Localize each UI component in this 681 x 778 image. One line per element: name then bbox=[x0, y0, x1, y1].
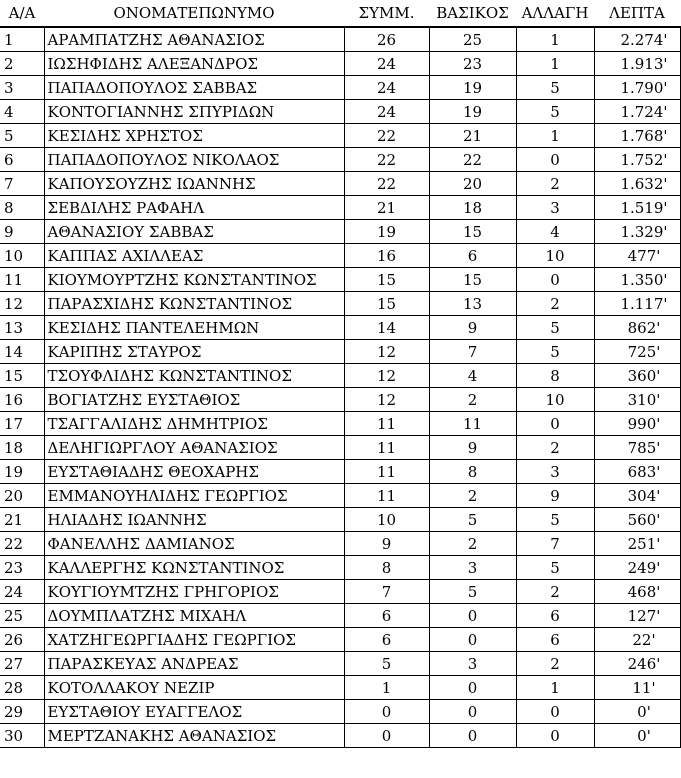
cell-minutes: 11' bbox=[594, 676, 680, 700]
cell-name: ΒΟΓΙΑΤΖΗΣ ΕΥΣΤΑΘΙΟΣ bbox=[44, 388, 344, 412]
table-row bbox=[0, 364, 680, 388]
cell-aa: 21 bbox=[0, 508, 44, 532]
cell-minutes: 246' bbox=[594, 652, 680, 676]
cell-name: ΚΟΝΤΟΓΙΑΝΝΗΣ ΣΠΥΡΙΔΩΝ bbox=[44, 100, 344, 124]
cell-minutes: 725' bbox=[594, 340, 680, 364]
cell-substitute: 3 bbox=[516, 196, 594, 220]
table-row bbox=[0, 316, 680, 340]
header-aa: Α/Α bbox=[0, 0, 44, 27]
cell-substitute: 10 bbox=[516, 388, 594, 412]
cell-starter: 0 bbox=[429, 724, 516, 748]
cell-minutes: 304' bbox=[594, 484, 680, 508]
cell-aa: 5 bbox=[0, 124, 44, 148]
cell-appearances: 11 bbox=[344, 412, 429, 436]
table-row bbox=[0, 484, 680, 508]
table-row bbox=[0, 604, 680, 628]
cell-name: ΚΕΣΙΔΗΣ ΠΑΝΤΕΛΕΗΜΩΝ bbox=[44, 316, 344, 340]
table-row bbox=[0, 340, 680, 364]
cell-appearances: 24 bbox=[344, 76, 429, 100]
cell-substitute: 0 bbox=[516, 148, 594, 172]
cell-aa: 11 bbox=[0, 268, 44, 292]
cell-aa: 4 bbox=[0, 100, 44, 124]
cell-minutes: 1.724' bbox=[594, 100, 680, 124]
cell-appearances: 11 bbox=[344, 484, 429, 508]
cell-aa: 26 bbox=[0, 628, 44, 652]
header-appearances: ΣΥΜΜ. bbox=[344, 0, 429, 27]
cell-minutes: 1.329' bbox=[594, 220, 680, 244]
cell-name: ΠΑΡΑΣΚΕΥΑΣ ΑΝΔΡΕΑΣ bbox=[44, 652, 344, 676]
cell-starter: 21 bbox=[429, 124, 516, 148]
cell-name: ΑΘΑΝΑΣΙΟΥ ΣΑΒΒΑΣ bbox=[44, 220, 344, 244]
cell-name: ΤΣΑΓΓΑΛΙΔΗΣ ΔΗΜΗΤΡΙΟΣ bbox=[44, 412, 344, 436]
cell-name: ΚΑΡΙΠΗΣ ΣΤΑΥΡΟΣ bbox=[44, 340, 344, 364]
table-row bbox=[0, 652, 680, 676]
cell-starter: 11 bbox=[429, 412, 516, 436]
cell-starter: 3 bbox=[429, 652, 516, 676]
cell-substitute: 0 bbox=[516, 700, 594, 724]
cell-substitute: 3 bbox=[516, 460, 594, 484]
cell-substitute: 2 bbox=[516, 652, 594, 676]
cell-minutes: 1.350' bbox=[594, 268, 680, 292]
table-row bbox=[0, 124, 680, 148]
cell-name: ΚΑΛΛΕΡΓΗΣ ΚΩΝΣΤΑΝΤΙΝΟΣ bbox=[44, 556, 344, 580]
cell-starter: 2 bbox=[429, 532, 516, 556]
cell-substitute: 6 bbox=[516, 604, 594, 628]
cell-name: ΚΟΥΓΙΟΥΜΤΖΗΣ ΓΡΗΓΟΡΙΟΣ bbox=[44, 580, 344, 604]
cell-starter: 5 bbox=[429, 508, 516, 532]
cell-appearances: 0 bbox=[344, 724, 429, 748]
cell-substitute: 2 bbox=[516, 580, 594, 604]
cell-substitute: 5 bbox=[516, 340, 594, 364]
cell-aa: 17 bbox=[0, 412, 44, 436]
cell-starter: 3 bbox=[429, 556, 516, 580]
table-row bbox=[0, 27, 680, 52]
cell-aa: 8 bbox=[0, 196, 44, 220]
cell-substitute: 1 bbox=[516, 27, 594, 52]
cell-starter: 2 bbox=[429, 484, 516, 508]
cell-name: ΗΛΙΑΔΗΣ ΙΩΑΝΝΗΣ bbox=[44, 508, 344, 532]
cell-aa: 2 bbox=[0, 52, 44, 76]
cell-name: ΔΕΛΗΓΙΩΡΓΛΟΥ ΑΘΑΝΑΣΙΟΣ bbox=[44, 436, 344, 460]
cell-starter: 4 bbox=[429, 364, 516, 388]
table-row bbox=[0, 556, 680, 580]
cell-appearances: 24 bbox=[344, 52, 429, 76]
cell-starter: 0 bbox=[429, 604, 516, 628]
cell-starter: 22 bbox=[429, 148, 516, 172]
cell-aa: 27 bbox=[0, 652, 44, 676]
cell-appearances: 22 bbox=[344, 148, 429, 172]
cell-appearances: 26 bbox=[344, 27, 429, 52]
cell-minutes: 683' bbox=[594, 460, 680, 484]
cell-appearances: 19 bbox=[344, 220, 429, 244]
cell-minutes: 1.913' bbox=[594, 52, 680, 76]
table-row bbox=[0, 532, 680, 556]
cell-minutes: 2.274' bbox=[594, 27, 680, 52]
cell-minutes: 468' bbox=[594, 580, 680, 604]
cell-name: ΠΑΠΑΔΟΠΟΥΛΟΣ ΣΑΒΒΑΣ bbox=[44, 76, 344, 100]
cell-starter: 18 bbox=[429, 196, 516, 220]
table-row bbox=[0, 196, 680, 220]
cell-name: ΚΙΟΥΜΟΥΡΤΖΗΣ ΚΩΝΣΤΑΝΤΙΝΟΣ bbox=[44, 268, 344, 292]
cell-aa: 16 bbox=[0, 388, 44, 412]
table-row bbox=[0, 628, 680, 652]
cell-starter: 9 bbox=[429, 436, 516, 460]
cell-substitute: 9 bbox=[516, 484, 594, 508]
cell-substitute: 5 bbox=[516, 76, 594, 100]
cell-name: ΙΩΣΗΦΙΔΗΣ ΑΛΕΞΑΝΔΡΟΣ bbox=[44, 52, 344, 76]
cell-starter: 8 bbox=[429, 460, 516, 484]
cell-minutes: 0' bbox=[594, 700, 680, 724]
table-row bbox=[0, 460, 680, 484]
cell-appearances: 6 bbox=[344, 628, 429, 652]
table-body bbox=[0, 27, 680, 748]
cell-aa: 18 bbox=[0, 436, 44, 460]
cell-minutes: 1.117' bbox=[594, 292, 680, 316]
cell-minutes: 0' bbox=[594, 724, 680, 748]
cell-starter: 7 bbox=[429, 340, 516, 364]
table-row bbox=[0, 700, 680, 724]
cell-substitute: 2 bbox=[516, 436, 594, 460]
cell-starter: 0 bbox=[429, 676, 516, 700]
cell-appearances: 15 bbox=[344, 292, 429, 316]
table-row bbox=[0, 172, 680, 196]
cell-minutes: 1.768' bbox=[594, 124, 680, 148]
cell-aa: 30 bbox=[0, 724, 44, 748]
table-row bbox=[0, 220, 680, 244]
cell-appearances: 11 bbox=[344, 460, 429, 484]
cell-substitute: 0 bbox=[516, 268, 594, 292]
table-row bbox=[0, 580, 680, 604]
cell-minutes: 477' bbox=[594, 244, 680, 268]
cell-minutes: 360' bbox=[594, 364, 680, 388]
table-row bbox=[0, 292, 680, 316]
cell-appearances: 15 bbox=[344, 268, 429, 292]
cell-minutes: 990' bbox=[594, 412, 680, 436]
cell-starter: 20 bbox=[429, 172, 516, 196]
cell-minutes: 560' bbox=[594, 508, 680, 532]
cell-minutes: 1.752' bbox=[594, 148, 680, 172]
cell-substitute: 0 bbox=[516, 724, 594, 748]
cell-name: ΕΜΜΑΝΟΥΗΛΙΔΗΣ ΓΕΩΡΓΙΟΣ bbox=[44, 484, 344, 508]
cell-substitute: 5 bbox=[516, 316, 594, 340]
cell-substitute: 0 bbox=[516, 412, 594, 436]
cell-aa: 14 bbox=[0, 340, 44, 364]
cell-aa: 25 bbox=[0, 604, 44, 628]
cell-name: ΣΕΒΔΙΛΗΣ ΡΑΦΑΗΛ bbox=[44, 196, 344, 220]
cell-name: ΚΟΤΟΛΛΑΚΟΥ ΝΕΖΙΡ bbox=[44, 676, 344, 700]
cell-minutes: 127' bbox=[594, 604, 680, 628]
cell-minutes: 862' bbox=[594, 316, 680, 340]
cell-substitute: 2 bbox=[516, 292, 594, 316]
table-row bbox=[0, 508, 680, 532]
cell-name: ΚΑΠΟΥΣΟΥΖΗΣ ΙΩΑΝΝΗΣ bbox=[44, 172, 344, 196]
cell-name: ΑΡΑΜΠΑΤΖΗΣ ΑΘΑΝΑΣΙΟΣ bbox=[44, 27, 344, 52]
cell-appearances: 8 bbox=[344, 556, 429, 580]
cell-appearances: 11 bbox=[344, 436, 429, 460]
cell-starter: 15 bbox=[429, 268, 516, 292]
cell-aa: 9 bbox=[0, 220, 44, 244]
cell-starter: 0 bbox=[429, 700, 516, 724]
cell-minutes: 22' bbox=[594, 628, 680, 652]
cell-appearances: 5 bbox=[344, 652, 429, 676]
cell-substitute: 5 bbox=[516, 556, 594, 580]
cell-appearances: 12 bbox=[344, 388, 429, 412]
table-row bbox=[0, 148, 680, 172]
cell-aa: 23 bbox=[0, 556, 44, 580]
cell-appearances: 6 bbox=[344, 604, 429, 628]
cell-aa: 1 bbox=[0, 27, 44, 52]
cell-name: ΦΑΝΕΛΛΗΣ ΔΑΜΙΑΝΟΣ bbox=[44, 532, 344, 556]
cell-aa: 20 bbox=[0, 484, 44, 508]
cell-starter: 23 bbox=[429, 52, 516, 76]
cell-appearances: 7 bbox=[344, 580, 429, 604]
cell-minutes: 1.519' bbox=[594, 196, 680, 220]
cell-minutes: 1.632' bbox=[594, 172, 680, 196]
table-row bbox=[0, 244, 680, 268]
cell-aa: 13 bbox=[0, 316, 44, 340]
cell-minutes: 310' bbox=[594, 388, 680, 412]
cell-aa: 29 bbox=[0, 700, 44, 724]
cell-substitute: 1 bbox=[516, 676, 594, 700]
header-row bbox=[0, 0, 680, 27]
cell-name: ΠΑΡΑΣΧΙΔΗΣ ΚΩΝΣΤΑΝΤΙΝΟΣ bbox=[44, 292, 344, 316]
cell-minutes: 785' bbox=[594, 436, 680, 460]
cell-starter: 2 bbox=[429, 388, 516, 412]
cell-starter: 19 bbox=[429, 76, 516, 100]
cell-substitute: 1 bbox=[516, 52, 594, 76]
cell-appearances: 9 bbox=[344, 532, 429, 556]
cell-appearances: 12 bbox=[344, 364, 429, 388]
cell-appearances: 24 bbox=[344, 100, 429, 124]
cell-appearances: 22 bbox=[344, 172, 429, 196]
cell-appearances: 14 bbox=[344, 316, 429, 340]
cell-appearances: 16 bbox=[344, 244, 429, 268]
cell-minutes: 249' bbox=[594, 556, 680, 580]
cell-aa: 6 bbox=[0, 148, 44, 172]
cell-starter: 25 bbox=[429, 27, 516, 52]
table-row bbox=[0, 76, 680, 100]
cell-minutes: 1.790' bbox=[594, 76, 680, 100]
cell-substitute: 10 bbox=[516, 244, 594, 268]
cell-aa: 12 bbox=[0, 292, 44, 316]
cell-substitute: 5 bbox=[516, 508, 594, 532]
cell-aa: 15 bbox=[0, 364, 44, 388]
cell-starter: 9 bbox=[429, 316, 516, 340]
cell-appearances: 22 bbox=[344, 124, 429, 148]
cell-aa: 19 bbox=[0, 460, 44, 484]
table-row bbox=[0, 724, 680, 748]
cell-name: ΤΣΟΥΦΛΙΔΗΣ ΚΩΝΣΤΑΝΤΙΝΟΣ bbox=[44, 364, 344, 388]
cell-appearances: 10 bbox=[344, 508, 429, 532]
cell-appearances: 1 bbox=[344, 676, 429, 700]
cell-aa: 10 bbox=[0, 244, 44, 268]
cell-substitute: 8 bbox=[516, 364, 594, 388]
cell-starter: 5 bbox=[429, 580, 516, 604]
header-substitute: ΑΛΛΑΓΗ bbox=[516, 0, 594, 27]
cell-aa: 22 bbox=[0, 532, 44, 556]
cell-substitute: 4 bbox=[516, 220, 594, 244]
cell-starter: 6 bbox=[429, 244, 516, 268]
cell-name: ΕΥΣΤΑΘΙΟΥ ΕΥΑΓΓΕΛΟΣ bbox=[44, 700, 344, 724]
header-minutes: ΛΕΠΤΑ bbox=[594, 0, 680, 27]
cell-aa: 24 bbox=[0, 580, 44, 604]
table-row bbox=[0, 268, 680, 292]
cell-name: ΔΟΥΜΠΛΑΤΖΗΣ ΜΙΧΑΗΛ bbox=[44, 604, 344, 628]
header-name: ΟΝΟΜΑΤΕΠΩΝΥΜΟ bbox=[44, 0, 344, 27]
cell-name: ΧΑΤΖΗΓΕΩΡΓΙΑΔΗΣ ΓΕΩΡΓΙΟΣ bbox=[44, 628, 344, 652]
table-row bbox=[0, 100, 680, 124]
cell-substitute: 6 bbox=[516, 628, 594, 652]
cell-substitute: 7 bbox=[516, 532, 594, 556]
cell-name: ΚΑΠΠΑΣ ΑΧΙΛΛΕΑΣ bbox=[44, 244, 344, 268]
table-row bbox=[0, 52, 680, 76]
table-row bbox=[0, 412, 680, 436]
table-row bbox=[0, 388, 680, 412]
cell-aa: 3 bbox=[0, 76, 44, 100]
table-row bbox=[0, 676, 680, 700]
cell-appearances: 12 bbox=[344, 340, 429, 364]
cell-substitute: 1 bbox=[516, 124, 594, 148]
table-header bbox=[0, 0, 680, 27]
cell-name: ΕΥΣΤΑΘΙΑΔΗΣ ΘΕΟΧΑΡΗΣ bbox=[44, 460, 344, 484]
header-starter: ΒΑΣΙΚΟΣ bbox=[429, 0, 516, 27]
cell-name: ΚΕΣΙΔΗΣ ΧΡΗΣΤΟΣ bbox=[44, 124, 344, 148]
cell-appearances: 21 bbox=[344, 196, 429, 220]
cell-starter: 13 bbox=[429, 292, 516, 316]
cell-aa: 28 bbox=[0, 676, 44, 700]
cell-appearances: 0 bbox=[344, 700, 429, 724]
cell-name: ΜΕΡΤΖΑΝΑΚΗΣ ΑΘΑΝΑΣΙΟΣ bbox=[44, 724, 344, 748]
cell-starter: 15 bbox=[429, 220, 516, 244]
cell-minutes: 251' bbox=[594, 532, 680, 556]
cell-substitute: 2 bbox=[516, 172, 594, 196]
table-row bbox=[0, 436, 680, 460]
cell-name: ΠΑΠΑΔΟΠΟΥΛΟΣ ΝΙΚΟΛΑΟΣ bbox=[44, 148, 344, 172]
cell-substitute: 5 bbox=[516, 100, 594, 124]
cell-aa: 7 bbox=[0, 172, 44, 196]
cell-starter: 0 bbox=[429, 628, 516, 652]
cell-starter: 19 bbox=[429, 100, 516, 124]
